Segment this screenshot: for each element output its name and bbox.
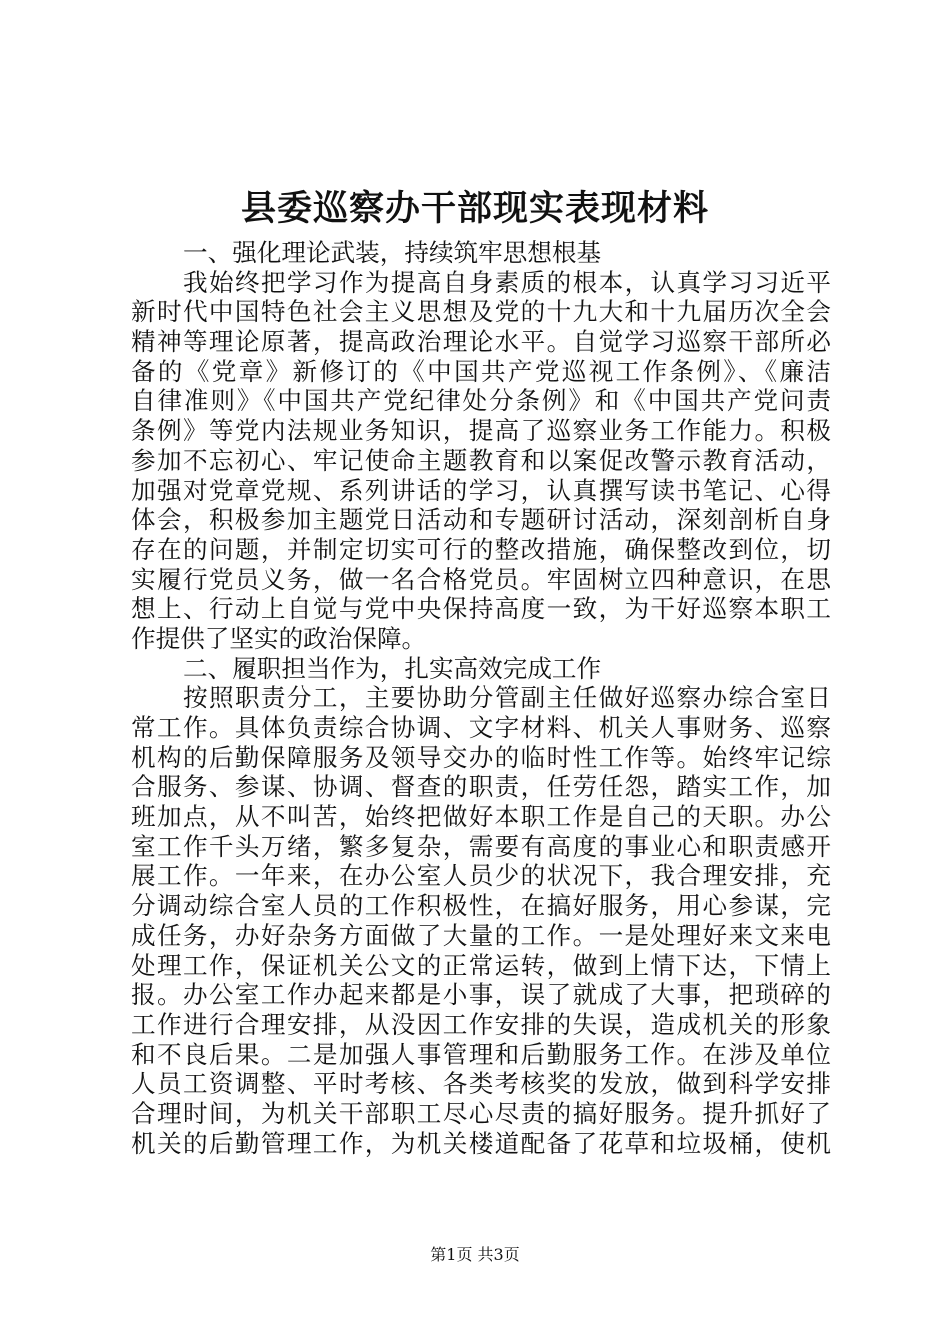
paragraph-line: 成任务，办好杂务方面做了大量的工作。一是处理好来文来电	[131, 920, 831, 950]
paragraph-line: 体会，积极参加主题党日活动和专题研讨活动，深刻剖析自身	[131, 505, 831, 535]
paragraph-line: 加强对党章党规、系列讲话的学习，认真撰写读书笔记、心得	[131, 475, 831, 505]
paragraph-line: 按照职责分工，主要协助分管副主任做好巡察办综合室日	[183, 683, 831, 713]
paragraph-line: 合服务、参谋、协调、督查的职责，任劳任怨，踏实工作，加	[131, 772, 831, 802]
paragraph-line: 精神等理论原著，提高政治理论水平。自觉学习巡察干部所必	[131, 327, 831, 357]
page-number-footer: 第1页 共3页	[430, 1245, 520, 1264]
paragraph-line: 分调动综合室人员的工作积极性，在搞好服务，用心参谋，完	[131, 891, 831, 921]
paragraph-line: 班加点，从不叫苦，始终把做好本职工作是自己的天职。办公	[131, 802, 831, 832]
paragraph-line: 工作进行合理安排，从没因工作安排的失误，造成机关的形象	[131, 1009, 831, 1039]
paragraph-line: 条例》等党内法规业务知识，提高了巡察业务工作能力。积极	[131, 416, 831, 446]
paragraph-line: 作提供了坚实的政治保障。	[131, 623, 427, 653]
document-body	[131, 238, 831, 1158]
paragraph-line: 展工作。一年来，在办公室人员少的状况下，我合理安排，充	[131, 861, 831, 891]
paragraph-line: 参加不忘初心、牢记使命主题教育和以案促改警示教育活动，	[131, 445, 831, 475]
paragraph-line: 报。办公室工作办起来都是小事，误了就成了大事，把琐碎的	[131, 980, 831, 1010]
paragraph-line: 存在的问题，并制定切实可行的整改措施，确保整改到位，切	[131, 534, 831, 564]
paragraph-line: 机关的后勤管理工作，为机关楼道配备了花草和垃圾桶，使机	[131, 1128, 831, 1158]
paragraph-line: 常工作。具体负责综合协调、文字材料、机关人事财务、巡察	[131, 713, 831, 742]
section-heading: 一、强化理论武装，持续筑牢思想根基	[183, 238, 602, 267]
paragraph-line: 人员工资调整、平时考核、各类考核奖的发放，做到科学安排	[131, 1069, 831, 1099]
paragraph-line: 我始终把学习作为提高自身素质的根本，认真学习习近平	[183, 267, 831, 297]
paragraph-line: 自律准则》《中国共产党纪律处分条例》和《中国共产党问责	[131, 386, 831, 416]
paragraph-line: 合理时间，为机关干部职工尽心尽责的搞好服务。提升抓好了	[131, 1098, 831, 1128]
section-heading: 二、履职担当作为，扎实高效完成工作	[183, 653, 602, 683]
paragraph-line: 想上、行动上自觉与党中央保持高度一致，为干好巡察本职工	[131, 594, 831, 624]
paragraph-line: 实履行党员义务，做一名合格党员。牢固树立四种意识，在思	[131, 564, 831, 594]
paragraph-line: 新时代中国特色社会主义思想及党的十九大和十九届历次全会	[131, 297, 831, 327]
paragraph-line: 机构的后勤保障服务及领导交办的临时性工作等。始终牢记综	[131, 742, 831, 772]
paragraph-line: 备的《党章》新修订的《中国共产党巡视工作条例》、《廉洁	[131, 356, 831, 386]
paragraph-line: 处理工作，保证机关公文的正常运转，做到上情下达，下情上	[131, 950, 831, 980]
paragraph-line: 和不良后果。二是加强人事管理和后勤服务工作。在涉及单位	[131, 1039, 831, 1069]
document-title: 县委巡察办干部现实表现材料	[240, 188, 709, 229]
paragraph-line: 室工作千头万绪，繁多复杂，需要有高度的事业心和职责感开	[131, 831, 831, 861]
